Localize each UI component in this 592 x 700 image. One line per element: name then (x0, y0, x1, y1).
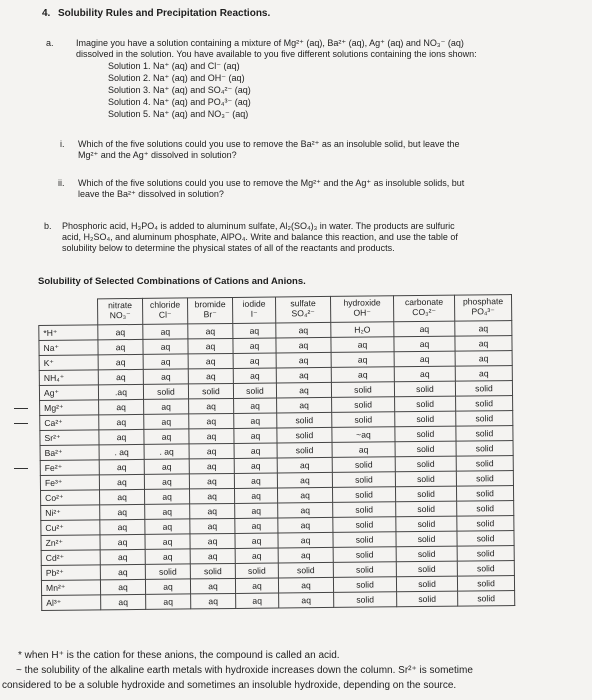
solubility-cell: aq (236, 593, 279, 608)
question-i-number: i. (60, 139, 65, 149)
solubility-cell: aq (99, 414, 144, 429)
solubility-cell: aq (145, 549, 190, 564)
solubility-cell: aq (98, 324, 143, 339)
solubility-cell: aq (234, 398, 277, 413)
cation-label: Fe²⁺ (40, 460, 99, 476)
solubility-cell: aq (278, 502, 333, 518)
solubility-cell: aq (276, 337, 331, 353)
question-i-line1: Which of the five solutions could you use to remove the Ba²⁺ as an insoluble solid, but leave the (78, 139, 460, 149)
question-ii-line2: leave the Ba²⁺ dissolved in solution? (78, 189, 224, 199)
column-header-6 (393, 295, 454, 322)
solubility-cell: aq (278, 517, 333, 533)
cation-label: Fe³⁺ (40, 475, 99, 491)
solubility-cell: aq (276, 352, 331, 368)
solubility-cell: solid (395, 441, 456, 457)
solubility-cell: solid (332, 412, 395, 428)
solubility-cell: solid (188, 383, 233, 398)
part-b-line1: Phosphoric acid, H₃PO₄ is added to aluminum sulfate, Al₂(SO₄)₃ in water. The products are sulfuric (62, 221, 455, 231)
part-b-line3: solubility below to determine the physical states of all of the reactants and products. (62, 243, 395, 253)
column-header-5 (330, 296, 393, 323)
solubility-cell: aq (394, 351, 455, 367)
solubility-cell: solid (333, 532, 396, 548)
solubility-cell: solid (277, 412, 332, 428)
solubility-cell: solid (455, 381, 512, 397)
part-b-letter: b. (44, 221, 52, 231)
solubility-cell: aq (455, 321, 512, 337)
solubility-cell: aq (188, 368, 233, 383)
solubility-cell: aq (188, 323, 233, 338)
solubility-cell: aq (189, 398, 234, 413)
solubility-cell: aq (144, 414, 189, 429)
solubility-cell: aq (234, 428, 277, 443)
column-formula: PO₄³⁻ (471, 306, 495, 317)
section-title: Solubility Rules and Precipitation Reactions. (58, 8, 271, 19)
solubility-cell: solid (396, 531, 457, 547)
column-name: bromide (194, 299, 226, 310)
solubility-cell: solid (332, 487, 395, 503)
solubility-cell: aq (234, 413, 277, 428)
solubility-cell: aq (101, 594, 146, 609)
solubility-cell: H₂O (331, 322, 394, 338)
solubility-cell: aq (99, 399, 144, 414)
solubility-cell: aq (455, 366, 512, 382)
solubility-cell: aq (235, 518, 278, 533)
column-formula: Br⁻ (203, 309, 217, 320)
solubility-cell: solid (457, 501, 514, 517)
solubility-cell: aq (234, 458, 277, 473)
solubility-cell: aq (277, 397, 332, 413)
solubility-cell: aq (276, 367, 331, 383)
column-header-3 (232, 297, 275, 323)
solubility-cell: solid (395, 471, 456, 487)
solubility-cell: aq (188, 338, 233, 353)
solubility-cell: aq (235, 548, 278, 563)
solubility-cell: aq (189, 458, 234, 473)
part-b-line2: acid, H₂SO₄, and aluminum phosphate, AlPO₄. Write and balance this reaction, and use the table of (62, 232, 458, 242)
solubility-cell: aq (189, 473, 234, 488)
solubility-cell: aq (190, 548, 235, 563)
solubility-cell: solid (396, 501, 457, 517)
cation-label: Na⁺ (39, 340, 98, 356)
solubility-cell: aq (145, 534, 190, 549)
solubility-cell: aq (145, 579, 190, 594)
solubility-cell: solid (395, 396, 456, 412)
solubility-cell: aq (190, 533, 235, 548)
footnote-hydroxide-1: ~ the solubility of the alkaline earth metals with hydroxide increases down the column. Sr²⁺ is sometime (16, 665, 473, 676)
solubility-cell: aq (190, 503, 235, 518)
cation-label: Mg²⁺ (40, 400, 99, 416)
solubility-table (38, 294, 515, 611)
cation-label: Co²⁺ (41, 490, 100, 506)
solubility-cell: aq (98, 339, 143, 354)
footnote-hydroxide-2: considered to be a soluble hydroxide and sometimes an insoluble hydroxide, depending on the source. (2, 680, 457, 691)
solubility-cell: solid (333, 547, 396, 563)
solubility-cell: aq (234, 488, 277, 503)
solubility-cell: aq (145, 504, 190, 519)
cation-label: Cu²⁺ (41, 520, 100, 536)
solubility-cell: aq (331, 352, 394, 368)
solubility-cell: aq (394, 336, 455, 352)
solution-4: Solution 4. Na⁺ (aq) and PO₄³⁻ (aq) (108, 97, 251, 107)
cation-label: Mn²⁺ (41, 580, 100, 596)
column-name: iodide (242, 298, 266, 309)
solubility-cell: solid (456, 456, 513, 472)
solubility-cell: aq (145, 519, 190, 534)
solubility-cell: solid (332, 397, 395, 413)
solubility-cell: aq (189, 413, 234, 428)
solubility-cell: .aq (98, 384, 143, 399)
solubility-cell: aq (394, 366, 455, 382)
column-name: phosphate (462, 296, 504, 307)
solubility-cell: aq (100, 504, 145, 519)
solubility-cell: solid (456, 426, 513, 442)
solubility-cell: aq (277, 487, 332, 503)
hand-mark-ag (14, 408, 28, 409)
part-a-line2: dissolved in the solution. You have available to you five different solutions containing the ions shown: (76, 49, 477, 59)
column-header-2 (187, 297, 232, 323)
solubility-cell: aq (189, 443, 234, 458)
solubility-cell: solid (333, 577, 396, 593)
solubility-cell: solid (457, 576, 514, 592)
cation-label: Ba²⁺ (40, 445, 99, 461)
solubility-cell: solid (396, 516, 457, 532)
solubility-cell: aq (188, 353, 233, 368)
solubility-cell: aq (276, 322, 331, 338)
solubility-cell: solid (456, 411, 513, 427)
part-a-letter: a. (46, 38, 54, 48)
solubility-cell: aq (100, 534, 145, 549)
solubility-cell: aq (100, 579, 145, 594)
solubility-cell: aq (235, 578, 278, 593)
solubility-cell: solid (277, 442, 332, 458)
hand-mark-mg (14, 423, 28, 424)
solubility-cell: solid (457, 531, 514, 547)
solubility-cell: solid (395, 486, 456, 502)
solubility-cell: aq (98, 354, 143, 369)
solubility-cell: aq (455, 351, 512, 367)
cation-label: Cd²⁺ (41, 550, 100, 566)
column-formula: Cl⁻ (158, 309, 172, 320)
solubility-cell: aq (189, 488, 234, 503)
solubility-cell: solid (278, 562, 333, 578)
cation-label: Al³⁺ (42, 595, 101, 611)
solubility-cell: aq (98, 369, 143, 384)
solubility-cell: aq (100, 519, 145, 534)
column-name: sulfate (290, 298, 316, 309)
cation-label: Ca²⁺ (40, 415, 99, 431)
solubility-cell: aq (144, 489, 189, 504)
column-header-1 (142, 298, 187, 324)
cation-label: Sr²⁺ (40, 430, 99, 446)
column-formula: NO₃⁻ (109, 310, 131, 321)
solubility-cell: solid (333, 562, 396, 578)
solubility-cell: aq (146, 594, 191, 609)
table-title: Solubility of Selected Combinations of Cations and Anions. (38, 276, 306, 287)
cation-label: K⁺ (39, 355, 98, 371)
solubility-cell: aq (455, 336, 512, 352)
solubility-cell: aq (144, 429, 189, 444)
solubility-cell: aq (144, 399, 189, 414)
question-ii-line1: Which of the five solutions could you use to remove the Mg²⁺ and the Ag⁺ as insoluble solids, but (78, 178, 465, 188)
solubility-cell: solid (334, 592, 397, 608)
solubility-cell: aq (99, 459, 144, 474)
solubility-cell: aq (277, 457, 332, 473)
solubility-cell: aq (278, 547, 333, 563)
solubility-cell: solid (456, 471, 513, 487)
solution-3: Solution 3. Na⁺ (aq) and SO₄²⁻ (aq) (108, 85, 251, 95)
column-formula: SO₄²⁻ (291, 308, 315, 319)
column-formula: I⁻ (250, 308, 258, 319)
question-ii-number: ii. (58, 178, 65, 188)
solubility-cell: solid (397, 591, 458, 607)
hand-mark-ba (14, 468, 28, 469)
solubility-cell: aq (143, 324, 188, 339)
solubility-cell: solid (333, 517, 396, 533)
solubility-cell: aq (277, 472, 332, 488)
cation-label: *H⁺ (39, 325, 98, 341)
solubility-cell: solid (396, 561, 457, 577)
column-name: chloride (149, 299, 181, 310)
column-formula: CO₃²⁻ (412, 306, 437, 318)
solubility-cell: solid (457, 561, 514, 577)
solubility-cell: solid (277, 427, 332, 443)
solubility-cell: aq (233, 353, 276, 368)
solubility-cell: aq (233, 323, 276, 338)
section-number: 4. (42, 8, 51, 19)
solubility-cell: solid (332, 472, 395, 488)
solubility-cell: solid (457, 516, 514, 532)
solubility-cell: solid (395, 426, 456, 442)
column-header-0 (98, 298, 143, 324)
footnote-acid: * when H⁺ is the cation for these anions, the compound is called an acid. (18, 650, 340, 661)
solution-5: Solution 5. Na⁺ (aq) and NO₃⁻ (aq) (108, 109, 249, 119)
solubility-cell: solid (456, 441, 513, 457)
solubility-cell: aq (279, 592, 334, 608)
solubility-cell: solid (145, 564, 190, 579)
solubility-cell: solid (332, 457, 395, 473)
solubility-cell: solid (395, 411, 456, 427)
solubility-cell: aq (144, 474, 189, 489)
solubility-cell: aq (100, 489, 145, 504)
solubility-cell: solid (143, 384, 188, 399)
solubility-cell: aq (190, 578, 235, 593)
solubility-cell: ~aq (332, 427, 395, 443)
solubility-cell: aq (189, 428, 234, 443)
cation-label: NH₄⁺ (39, 370, 98, 386)
solubility-cell: aq (143, 354, 188, 369)
solubility-cell: aq (276, 382, 331, 398)
cation-label: Ni²⁺ (41, 505, 100, 521)
solution-2: Solution 2. Na⁺ (aq) and OH⁻ (aq) (108, 73, 245, 83)
solubility-cell: . aq (99, 444, 144, 459)
solution-1: Solution 1. Na⁺ (aq) and Cl⁻ (aq) (108, 61, 240, 71)
solubility-cell: aq (100, 549, 145, 564)
solubility-cell: solid (396, 576, 457, 592)
solubility-cell: solid (456, 396, 513, 412)
column-formula: OH⁻ (353, 307, 371, 318)
solubility-cell: aq (331, 337, 394, 353)
solubility-cell: aq (144, 459, 189, 474)
solubility-cell: solid (456, 486, 513, 502)
solubility-cell: solid (395, 456, 456, 472)
solubility-cell: solid (394, 381, 455, 397)
question-i-line2: Mg²⁺ and the Ag⁺ dissolved in solution? (78, 150, 237, 160)
solubility-cell: aq (233, 338, 276, 353)
solubility-cell: aq (278, 577, 333, 593)
column-header-4 (275, 296, 330, 323)
solubility-cell: solid (233, 383, 276, 398)
solubility-cell: aq (143, 339, 188, 354)
solubility-cell: solid (457, 546, 514, 562)
solubility-cell: aq (331, 367, 394, 383)
solubility-cell: aq (394, 321, 455, 337)
solubility-cell: solid (235, 563, 278, 578)
solubility-cell: aq (143, 369, 188, 384)
solubility-cell: aq (190, 518, 235, 533)
table-corner-cell (39, 299, 98, 326)
cation-label: Zn²⁺ (41, 535, 100, 551)
column-name: nitrate (108, 300, 133, 311)
column-header-7 (454, 295, 511, 322)
solubility-cell: aq (235, 503, 278, 518)
solubility-cell: aq (234, 443, 277, 458)
solubility-cell: . aq (144, 444, 189, 459)
solubility-cell: solid (333, 502, 396, 518)
solubility-cell: aq (332, 442, 395, 458)
cation-label: Ag⁺ (39, 385, 98, 401)
cation-label: Pb²⁺ (41, 565, 100, 581)
solubility-cell: aq (99, 429, 144, 444)
column-name: hydroxide (343, 297, 381, 308)
solubility-cell: aq (234, 473, 277, 488)
solubility-cell: solid (331, 382, 394, 398)
solubility-cell: solid (458, 591, 515, 607)
solubility-cell: solid (396, 546, 457, 562)
solubility-cell: solid (190, 563, 235, 578)
solubility-cell: aq (235, 533, 278, 548)
solubility-cell: aq (99, 474, 144, 489)
solubility-cell: aq (191, 593, 236, 608)
solubility-cell: aq (278, 532, 333, 548)
solubility-cell: aq (100, 564, 145, 579)
solubility-cell: aq (233, 368, 276, 383)
column-name: carbonate (404, 296, 444, 308)
part-a-line1: Imagine you have a solution containing a mixture of Mg²⁺ (aq), Ba²⁺ (aq), Ag⁺ (aq) and NO₃⁻ (aq) (76, 38, 464, 48)
